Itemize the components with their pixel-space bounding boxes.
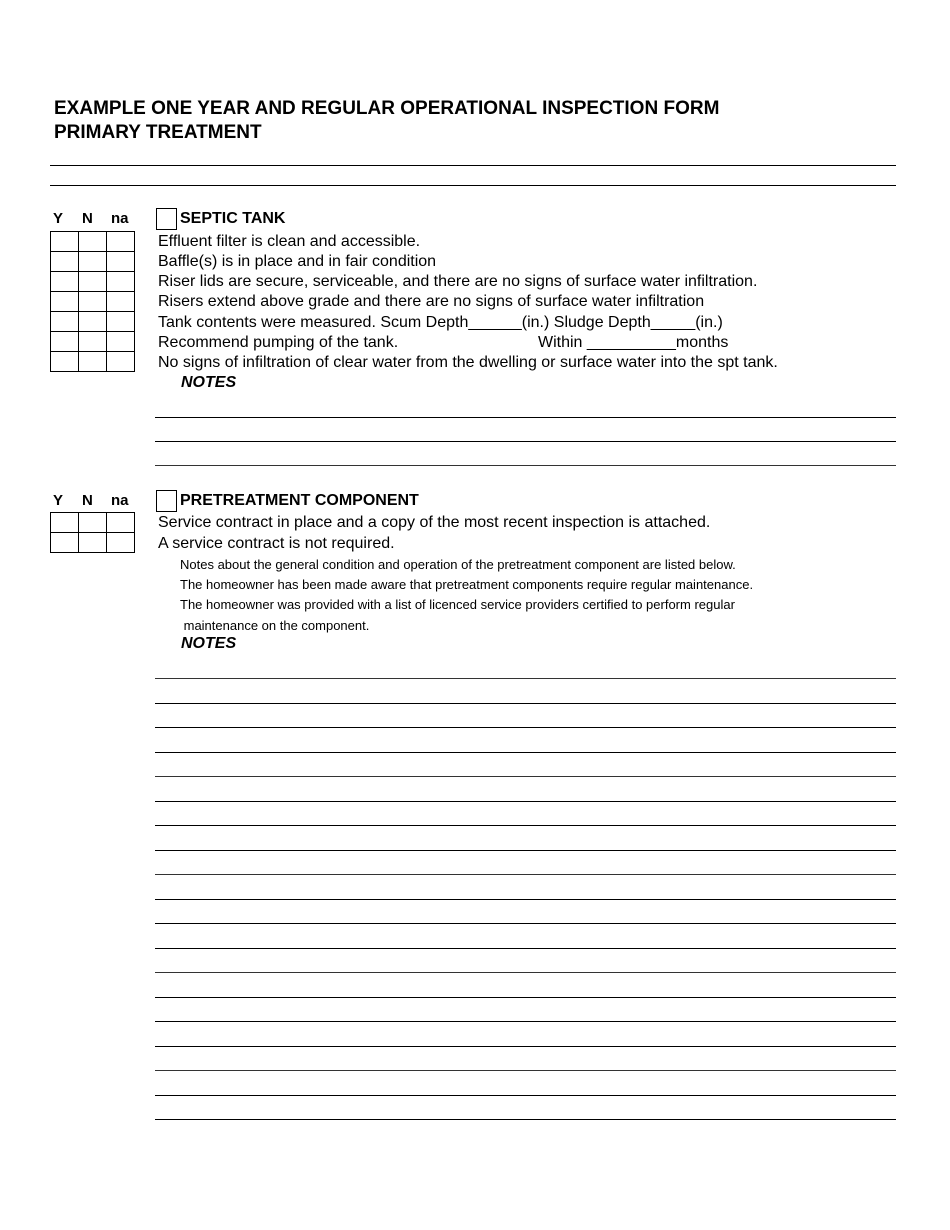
checkbox-na[interactable] [107, 513, 135, 533]
column-header-yes: Y [53, 210, 64, 227]
checkbox-na[interactable] [107, 332, 135, 352]
septic-item-6: Recommend pumping of the tank. [158, 334, 399, 351]
septic-item-2: Baffle(s) is in place and in fair condition [158, 253, 437, 270]
notes-line[interactable] [155, 727, 896, 728]
form-title-line1: EXAMPLE ONE YEAR AND REGULAR OPERATIONAL INSPECTION FORM [54, 98, 720, 119]
notes-line[interactable] [155, 874, 896, 875]
pretreatment-title: PRETREATMENT COMPONENT [180, 492, 419, 509]
septic-tank-section-checkbox[interactable] [156, 208, 177, 230]
pretreatment-section-checkbox[interactable] [156, 490, 177, 512]
header-rule-bottom [50, 185, 896, 186]
checkbox-row [51, 513, 135, 533]
notes-line[interactable] [155, 825, 896, 826]
checkbox-na[interactable] [107, 352, 135, 372]
pumping-within-field: Within __________months [538, 334, 729, 351]
notes-line[interactable] [155, 1095, 896, 1096]
notes-line[interactable] [155, 948, 896, 949]
notes-line[interactable] [155, 1021, 896, 1022]
checkbox-no[interactable] [79, 292, 107, 312]
checkbox-yes[interactable] [51, 533, 79, 553]
notes-line[interactable] [155, 465, 896, 466]
pretreatment-note-4: maintenance on the component. [180, 618, 370, 633]
checkbox-no[interactable] [79, 232, 107, 252]
notes-line[interactable] [155, 776, 896, 777]
checkbox-na[interactable] [107, 272, 135, 292]
checkbox-no[interactable] [79, 533, 107, 553]
checkbox-yes[interactable] [51, 292, 79, 312]
notes-line[interactable] [155, 801, 896, 802]
pretreatment-checkbox-grid [50, 512, 135, 553]
checkbox-row [51, 272, 135, 292]
checkbox-no[interactable] [79, 513, 107, 533]
septic-item-4: Risers extend above grade and there are no signs of surface water infiltration [158, 293, 705, 310]
column-header-yes: Y [53, 492, 64, 509]
checkbox-yes[interactable] [51, 312, 79, 332]
checkbox-no[interactable] [79, 252, 107, 272]
septic-item-7: No signs of infiltration of clear water from the dwelling or surface water into the spt tank. [158, 354, 778, 371]
checkbox-no[interactable] [79, 352, 107, 372]
checkbox-row [51, 292, 135, 312]
pretreatment-item-1: Service contract in place and a copy of the most recent inspection is attached. [158, 514, 711, 531]
checkbox-no[interactable] [79, 332, 107, 352]
notes-line[interactable] [155, 678, 896, 679]
checkbox-na[interactable] [107, 232, 135, 252]
pretreatment-note-3: The homeowner was provided with a list of licenced service providers certified to perform regular [180, 597, 735, 612]
checkbox-row [51, 252, 135, 272]
notes-line[interactable] [155, 1070, 896, 1071]
checkbox-yes[interactable] [51, 272, 79, 292]
notes-line[interactable] [155, 703, 896, 704]
septic-item-1: Effluent filter is clean and accessible. [158, 233, 421, 250]
checkbox-na[interactable] [107, 252, 135, 272]
checkbox-no[interactable] [79, 312, 107, 332]
notes-line[interactable] [155, 1046, 896, 1047]
checkbox-row [51, 312, 135, 332]
pretreatment-notes-label: NOTES [181, 635, 237, 652]
checkbox-na[interactable] [107, 292, 135, 312]
column-header-no: N [82, 492, 93, 509]
checkbox-row [51, 533, 135, 553]
notes-line[interactable] [155, 923, 896, 924]
column-header-na: na [111, 210, 129, 227]
checkbox-yes[interactable] [51, 332, 79, 352]
pretreatment-item-2: A service contract is not required. [158, 535, 395, 552]
header-rule-top [50, 165, 896, 166]
notes-line[interactable] [155, 997, 896, 998]
pretreatment-note-2: The homeowner has been made aware that pretreatment components require regular maintenance. [180, 577, 754, 592]
checkbox-yes[interactable] [51, 252, 79, 272]
checkbox-yes[interactable] [51, 513, 79, 533]
checkbox-no[interactable] [79, 272, 107, 292]
septic-tank-title: SEPTIC TANK [180, 210, 286, 227]
checkbox-row [51, 332, 135, 352]
checkbox-na[interactable] [107, 533, 135, 553]
column-header-na: na [111, 492, 129, 509]
checkbox-yes[interactable] [51, 352, 79, 372]
checkbox-yes[interactable] [51, 232, 79, 252]
notes-line[interactable] [155, 899, 896, 900]
septic-notes-label: NOTES [181, 374, 237, 391]
notes-line[interactable] [155, 972, 896, 973]
notes-line[interactable] [155, 1119, 896, 1120]
notes-line[interactable] [155, 850, 896, 851]
notes-line[interactable] [155, 417, 896, 418]
checkbox-row [51, 232, 135, 252]
septic-item-3: Riser lids are secure, serviceable, and there are no signs of surface water infiltration. [158, 273, 758, 290]
checkbox-row [51, 352, 135, 372]
notes-line[interactable] [155, 441, 896, 442]
septic-checkbox-grid [50, 231, 135, 372]
checkbox-na[interactable] [107, 312, 135, 332]
notes-line[interactable] [155, 752, 896, 753]
pretreatment-note-1: Notes about the general condition and operation of the pretreatment component are listed below. [180, 557, 736, 572]
septic-item-5: Tank contents were measured. Scum Depth______(in.) Sludge Depth_____(in.) [158, 314, 723, 331]
column-header-no: N [82, 210, 93, 227]
form-title-line2: PRIMARY TREATMENT [54, 122, 262, 143]
